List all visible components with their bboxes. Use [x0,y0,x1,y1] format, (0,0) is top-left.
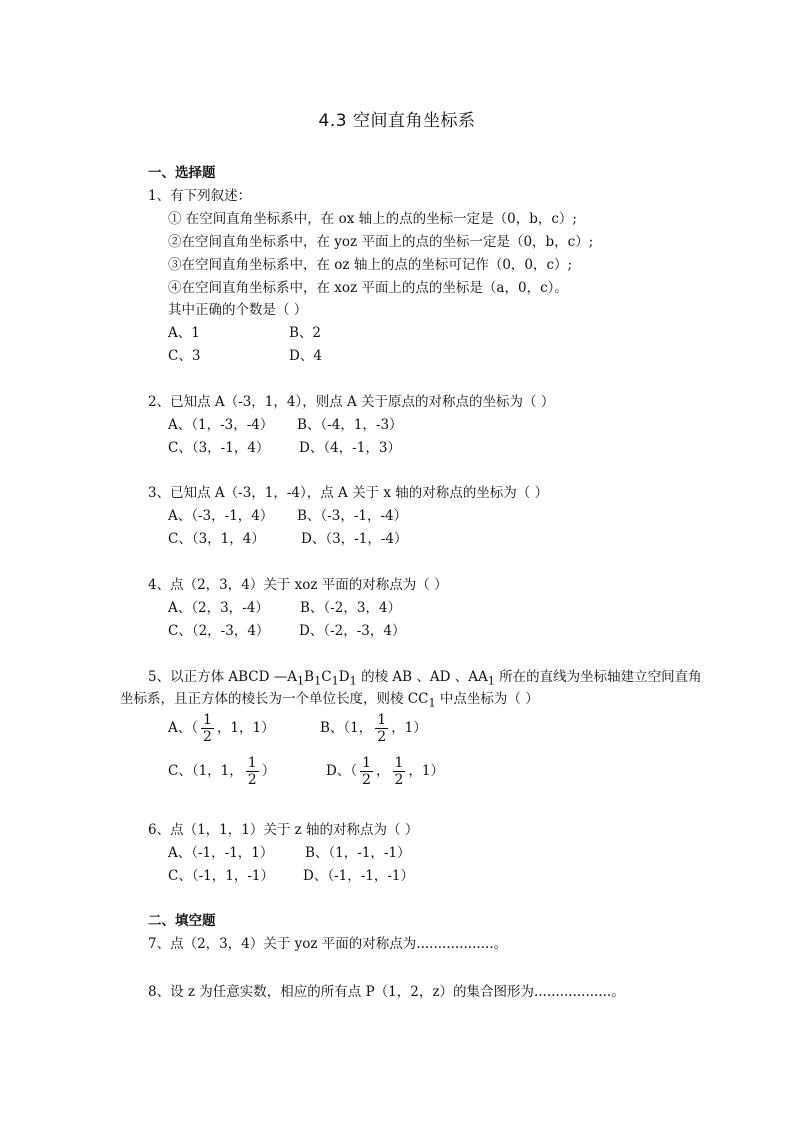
q5-option-c: C、（1，1， $\frac{1}{2}$ ） [168,755,276,788]
q2-option-d: D、（4，-1，3） [299,440,401,456]
q3-stem: 3、已知点 A（-3，1，-4），点 A 关于 x 轴的对称点的坐标为（ ） [148,485,549,501]
q6-stem: 6、点（1，1，1）关于 z 轴的对称点为（ ） [148,822,419,838]
q2-option-b: B、（-4，1，-3） [297,417,403,433]
section-heading-choice: 一、选择题 [148,165,216,181]
q1-item-3: ③在空间直角坐标系中，在 oz 轴上的点的坐标可记作（0，0，c）; [168,257,573,273]
q2-option-a: A、（1，-3，-4） [168,417,274,433]
q1-option-d: D、4 [289,348,322,364]
q8-blank: .................. [533,984,612,1000]
q6-option-b: B、（1，-1，-1） [305,845,411,861]
q1-item-4: ④在空间直角坐标系中，在 xoz 平面上的点的坐标是（a，0，c）。 [168,280,568,296]
q1-item-1: ① 在空间直角坐标系中，在 ox 轴上的点的坐标一定是（0，b，c）; [168,211,577,227]
q1-ask: 其中正确的个数是（ ） [168,302,308,318]
q2-stem: 2、已知点 A（-3，1，4），则点 A 关于原点的对称点的坐标为（ ） [148,394,555,410]
page-title: 4.3 空间直角坐标系 [318,111,476,131]
q8-stem: 8、设 z 为任意实数，相应的所有点 P（1，2，z）的集合图形为..................。 [148,984,625,1000]
fraction-one-half: $\frac{1}{2}$ [247,755,257,788]
q5-option-a: A、（ $\frac{1}{2}$ ，1，1） [168,712,275,745]
q3-option-d: D、（3，-1，-4） [301,531,408,547]
fraction-one-half: $\frac{1}{2}$ [377,712,387,745]
q3-option-a: A、（-3，-1，4） [168,508,274,524]
q7-blank: .................. [416,936,494,952]
q4-option-d: D、（-2，-3，4） [299,623,406,639]
q5-option-b: B、（1， $\frac{1}{2}$ ，1） [320,712,427,745]
q4-stem: 4、点（2，3，4）关于 xoz 平面的对称点为（ ） [148,577,448,593]
q2-option-c: C、（3，-1，4） [168,440,270,456]
q6-option-d: D、（-1，-1，-1） [303,868,415,884]
q4-option-a: A、（2，3，-4） [168,600,269,616]
q1-option-a: A、1 [168,325,200,341]
fraction-one-half: $\frac{1}{2}$ [362,755,371,788]
q5-option-d: D、（ $\frac{1}{2}$ ， $\frac{1}{2}$ ，1） [326,755,445,788]
q1-stem: 1、有下列叙述： [148,188,252,204]
fraction-one-half: $\frac{1}{2}$ [203,712,212,745]
q3-option-c: C、（3，1，4） [168,531,265,547]
q1-item-2: ②在空间直角坐标系中，在 yoz 平面上的点的坐标一定是（0，b，c）; [168,234,594,250]
q6-option-a: A、（-1，-1，1） [168,845,274,861]
fraction-one-half: $\frac{1}{2}$ [394,755,404,788]
q4-option-b: B、（-2，3，4） [300,600,401,616]
q7-stem: 7、点（2，3，4）关于 yoz 平面的对称点为..................。 [148,936,508,952]
q5-stem-line1: 5、以正方体 ABCD $—A_1B_1C_1D_1$ 的棱 AB 、AD 、$AA_1$ 所在的直线为坐标轴建立空间直角 [148,669,702,688]
section-heading-fill: 二、填空题 [148,913,216,929]
q3-option-b: B、（-3，-1，-4） [297,508,408,524]
q1-option-c: C、3 [168,348,201,364]
q5-stem-line2: 坐标系，且正方体的棱长为一个单位长度，则棱 $CC_1$ 中点坐标为（ ） [120,691,539,710]
q4-option-c: C、（2，-3，4） [168,623,270,639]
q6-option-c: C、（-1，1，-1） [168,868,274,884]
q1-option-b: B、2 [289,325,322,341]
